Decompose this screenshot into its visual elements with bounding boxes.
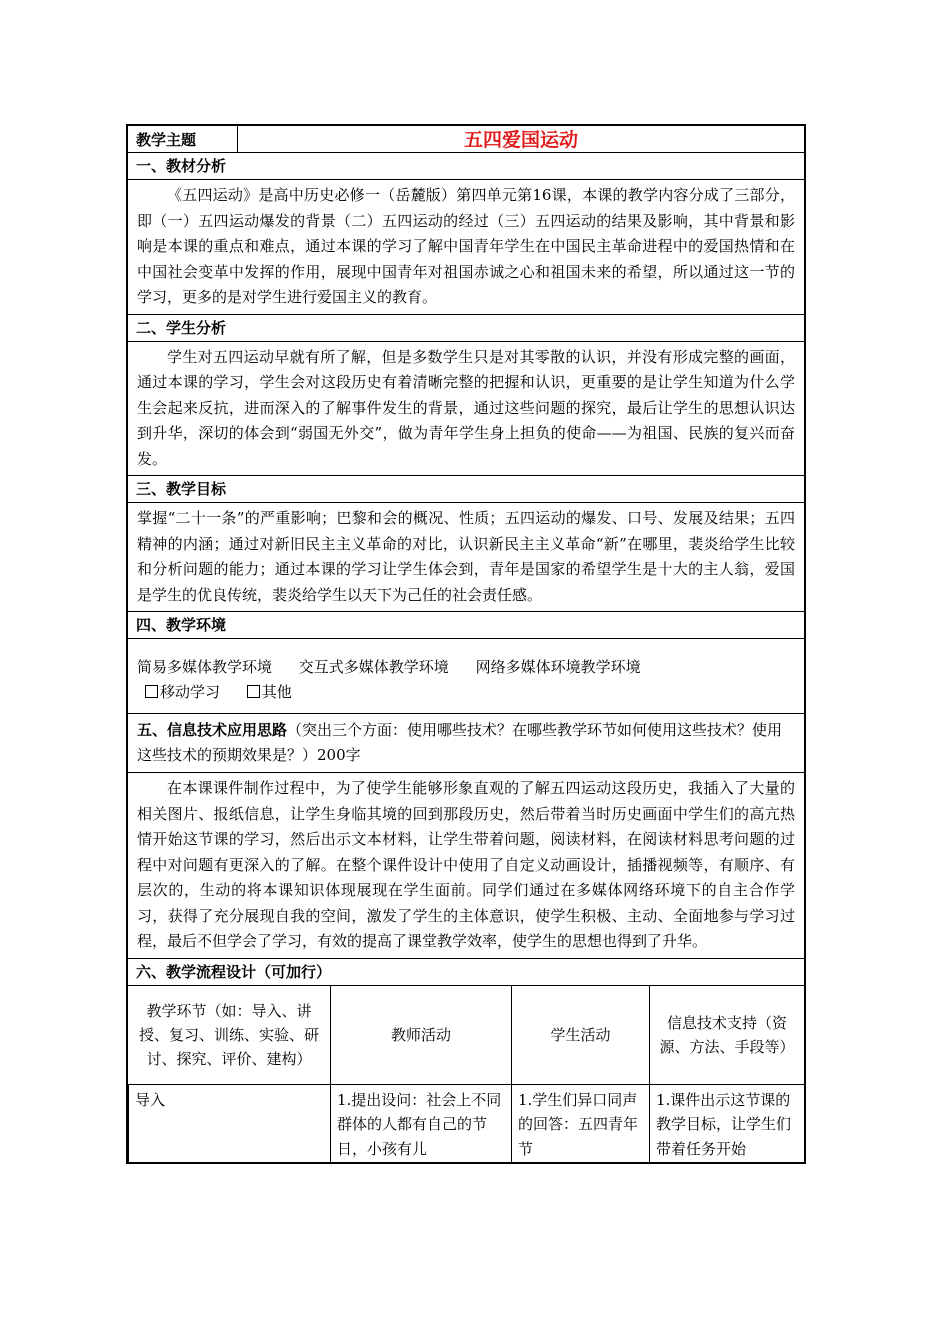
section-text-tech: 在本课课件制作过程中，为了使学生能够形象直观的了解五四运动这段历史，我插入了大量的相关图片、报纸信息，让学生身临其境的回到那段历史，然后带着当时历史画面中学生们的高亢热情开始这节课的学习，然后出示文本材料，让学生带着问题，阅读材料，在阅读材料思考问题的过程中对问题有更深入的了解。在整个课件设计中使用了自定义动画设计，插播视频等，有顺序、有层次的，生动的将本课知识体现展现在学生面前。同学们通过在多媒体网络环境下的自主合作学习，获得了充分展现自我的空间，激发了学生的主体意识，使学生积极、主动、全面地参与学习过程，最后不但学会了学习，有效的提高了课堂教学效率，使学生的思想也得到了升华。 [126,772,806,958]
flow-cell-teacher: 1.提出设问：社会上不同群体的人都有自己的节日，小孩有儿 [330,1085,511,1162]
flow-col-student: 学生活动 [511,986,649,1085]
section-heading-environment: 四、教学环境 [126,611,806,638]
tech-heading-title: 五、信息技术应用思路 [137,721,288,739]
environment-options [126,638,806,713]
section-heading-goals: 三、教学目标 [126,475,806,502]
topic-row [126,124,806,152]
env-option-mobile-label: 移动学习 [160,683,221,701]
section-heading-material: 一、教材分析 [126,152,806,179]
env-option-network: 网络多媒体环境教学环境 [475,658,641,676]
topic-label: 教学主题 [128,126,238,152]
env-option-other-label: 其他 [261,683,292,701]
flow-cell-tech: 1.课件出示这节课的教学目标，让学生们带着任务开始 [649,1085,804,1162]
section-heading-flow: 六、教学流程设计（可加行） [126,958,806,985]
section-text-goals: 掌握“二十一条”的严重影响；巴黎和会的概况、性质；五四运动的爆发、口号、发展及结果；五四精神的内涵；通过对新旧民主主义革命的对比，认识新民主主义革命“新”在哪里，裴炎给学生比较和分析问题的能力；通过本课的学习让学生体会到，青年是国家的希望学生是十大的主人翁，爱国是学生的优良传统，裴炎给学生以天下为己任的社会责任感。 [126,502,806,611]
env-option-interactive: 交互式多媒体教学环境 [298,658,449,676]
flow-table [126,985,806,1164]
lesson-plan-table [126,124,806,1164]
flow-cell-stage: 导入 [128,1085,330,1162]
tech-heading-note: （突出三个方面：使用哪些技术？在哪些教学环节如何使用这些技术？使用这些技术的预期效果是？）200字 [137,721,783,764]
section-heading-tech [126,713,806,772]
section-text-student: 学生对五四运动早就有所了解，但是多数学生只是对其零散的认识，并没有形成完整的画面，通过本课的学习，学生会对这段历史有着清晰完整的把握和认识，更重要的是让学生知道为什么学生会起来反抗，进而深入的了解事件发生的背景，通过这些问题的探究，最后让学生的思想认识达到升华，深切的体会到“弱国无外交”，做为青年学生身上担负的使命——为祖国、民族的复兴而奋发。 [126,341,806,476]
env-option-simple: 简易多媒体教学环境 [137,658,273,676]
flow-cell-student: 1.学生们异口同声的回答：五四青年节 [511,1085,649,1162]
section-text-material: 《五四运动》是高中历史必修一（岳麓版）第四单元第16课，本课的教学内容分成了三部分，即（一）五四运动爆发的背景（二）五四运动的经过（三）五四运动的结果及影响，其中背景和影响是本课的重点和难点，通过本课的学习了解中国青年学生在中国民主革命进程中的爱国热情和在中国社会变革中发挥的作用，展现中国青年对祖国赤诚之心和祖国未来的希望，所以通过这一节的学习，更多的是对学生进行爱国主义的教育。 [126,179,806,314]
flow-col-tech: 信息技术支持（资源、方法、手段等） [649,986,804,1085]
env-option-other [247,683,292,701]
flow-col-teacher: 教师活动 [330,986,511,1085]
topic-title: 五四爱国运动 [463,129,578,151]
checkbox-icon [145,685,158,698]
section-heading-student: 二、学生分析 [126,314,806,341]
env-option-mobile [145,683,220,701]
checkbox-icon [247,685,260,698]
flow-col-stage: 教学环节（如：导入、讲授、复习、训练、实验、研讨、探究、评价、建构） [128,986,330,1085]
